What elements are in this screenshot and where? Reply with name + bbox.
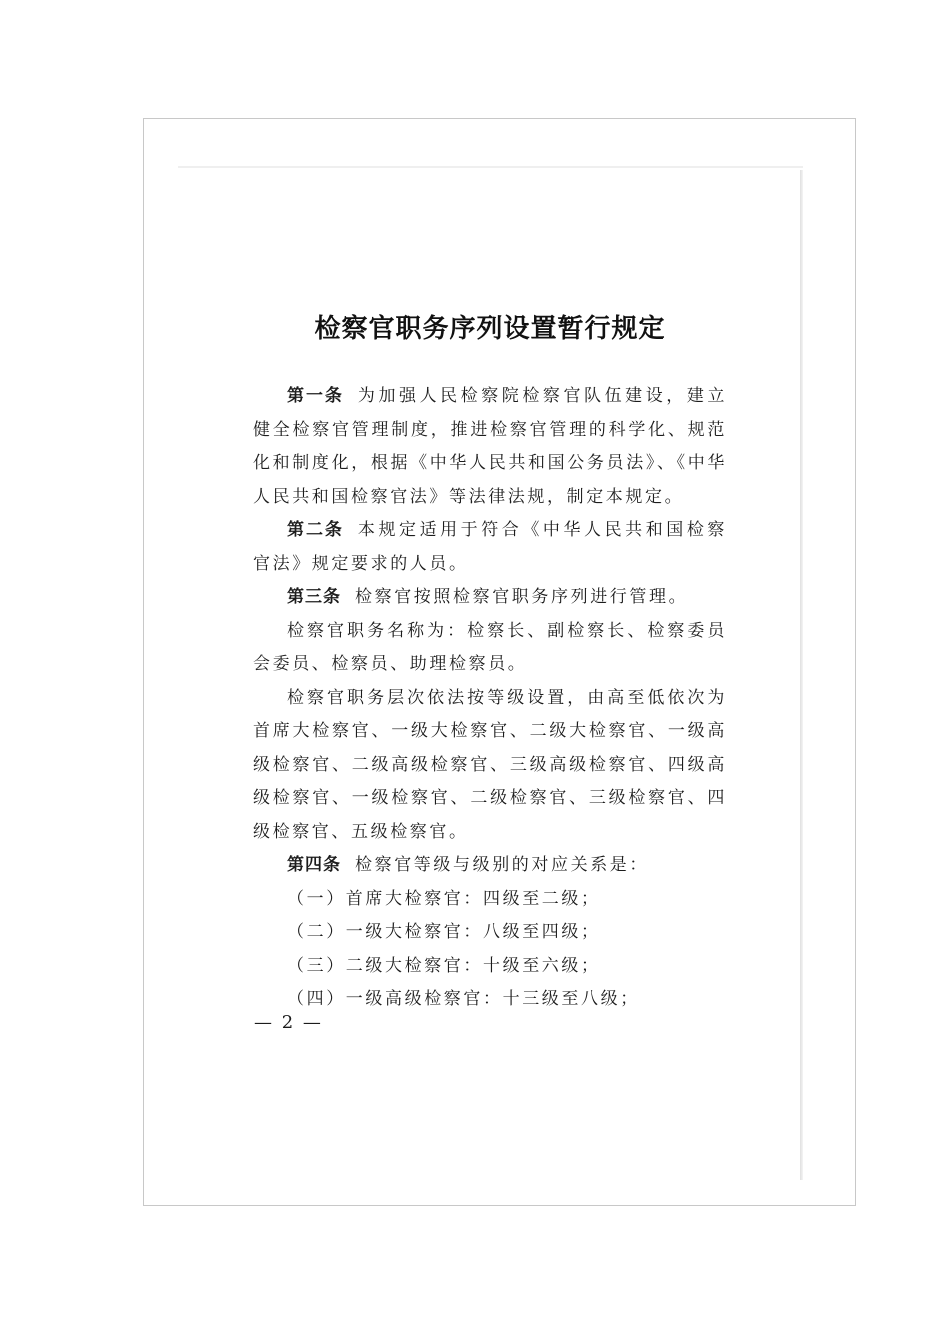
paragraph-text: 检察官职务名称为：检察长、副检察长、检察委员会委员、检察员、助理检察员。 — [253, 620, 727, 674]
document-title: 检察官职务序列设置暂行规定 — [314, 314, 666, 344]
paragraph-article-4 — [253, 849, 727, 883]
paragraph-text: （二）一级大检察官：八级至四级； — [287, 922, 601, 942]
paragraph-text: 本规定适用于符合《中华人民共和国检察官法》规定要求的人员。 — [253, 520, 727, 574]
paragraph-rank-levels — [253, 682, 727, 850]
list-item — [253, 950, 727, 984]
paragraph-text: 检察官职务层次依法按等级设置，由高至低依次为首席大检察官、一级大检察官、二级大检察官、一级高级检察官、二级高级检察官、三级高级检察官、四级高级检察官、一级检察官、二级检察官、三级检察官、四级检察官、五级检察官。 — [253, 687, 727, 842]
article-label: 第二条 — [287, 520, 344, 540]
scan-edge-top — [178, 166, 803, 168]
article-label: 第一条 — [287, 386, 344, 406]
paragraph-text: 为加强人民检察院检察官队伍建设，建立健全检察官管理制度，推进检察官管理的科学化、规范化和制度化，根据《中华人民共和国公务员法》、《中华人民共和国检察官法》等法律法规，制定本规定。 — [253, 386, 727, 507]
paragraph-job-titles — [253, 615, 727, 682]
paragraph-text: 检察官按照检察官职务序列进行管理。 — [355, 587, 689, 607]
page-number: — 2 — — [254, 1012, 323, 1033]
paragraph-text: （三）二级大检察官：十级至六级； — [287, 955, 601, 976]
paragraph-text: 检察官等级与级别的对应关系是： — [355, 855, 649, 875]
article-label: 第四条 — [287, 855, 341, 875]
article-label: 第三条 — [287, 587, 341, 607]
paragraph-text: （一）首席大检察官：四级至二级； — [287, 888, 601, 909]
paragraph-article-3 — [253, 581, 727, 615]
document-body — [253, 380, 727, 1017]
scan-edge-right — [800, 170, 803, 1180]
paragraph-text: （四）一级高级检察官：十三级至八级； — [287, 989, 640, 1009]
list-item — [253, 883, 727, 917]
paragraph-article-1 — [253, 380, 727, 514]
paragraph-article-2 — [253, 514, 727, 581]
list-item — [253, 916, 727, 950]
list-item — [253, 983, 727, 1017]
